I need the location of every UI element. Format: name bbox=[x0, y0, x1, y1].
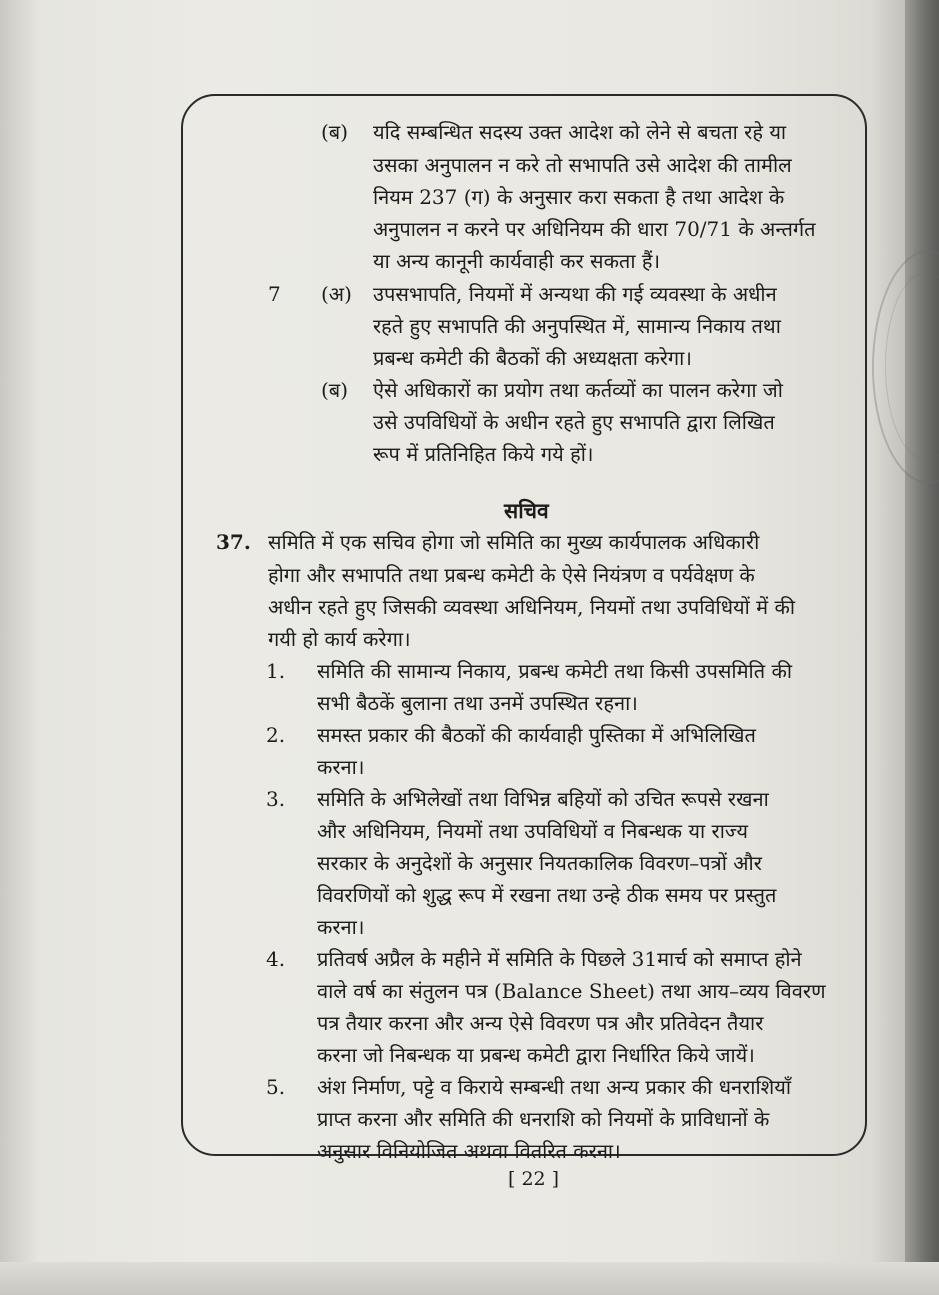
item-line: और अधिनियम, नियमों तथा उपविधियों व निबन्धक या राज्य bbox=[317, 819, 748, 843]
section-heading: सचिव bbox=[504, 498, 549, 523]
item-number: 5. bbox=[266, 1075, 286, 1099]
rule-7a-marker: (अ) bbox=[321, 282, 352, 306]
section-37-line: समिति में एक सचिव होगा जो समिति का मुख्य कार्यपालक अधिकारी bbox=[268, 530, 760, 554]
rule-7-number: 7 bbox=[268, 282, 281, 306]
rule-b-line: उसका अनुपालन न करे तो सभापति उसे आदेश की तामील bbox=[373, 153, 792, 177]
rule-7b-line: ऐसे अधिकारों का प्रयोग तथा कर्तव्यों का पालन करेगा जो bbox=[373, 378, 783, 402]
section-37-number: 37. bbox=[216, 530, 251, 554]
section-37-line: अधीन रहते हुए जिसकी व्यवस्था अधिनियम, नियमों तथा उपविधियों में की bbox=[268, 595, 796, 619]
rule-7a-line: रहते हुए सभापति की अनुपस्थित में, सामान्य निकाय तथा bbox=[373, 314, 781, 338]
item-line: समिति के अभिलेखों तथा विभिन्न बहियों को उचित रूपसे रखना bbox=[317, 787, 769, 811]
item-line: समिति की सामान्य निकाय, प्रबन्ध कमेटी तथा किसी उपसमिति की bbox=[317, 659, 793, 683]
item-line: करना। bbox=[317, 755, 365, 779]
rule-7a-line: उपसभापति, नियमों में अन्यथा की गई व्यवस्था के अधीन bbox=[373, 282, 777, 306]
rule-7b-line: रूप में प्रतिनिहित किये गये हों। bbox=[373, 442, 594, 466]
page-bottom-edge bbox=[0, 1262, 939, 1295]
item-line: करना। bbox=[317, 915, 365, 939]
rule-b-line: अनुपालन न करने पर अधिनियम की धारा 70/71 के अन्तर्गत bbox=[373, 217, 816, 241]
rule-b-line: यदि सम्बन्धित सदस्य उक्त आदेश को लेने से बचता रहे या bbox=[373, 120, 787, 144]
item-line: प्राप्त करना और समिति की धनराशि को नियमों के प्राविधानों के bbox=[317, 1107, 770, 1131]
rule-7b-marker: (ब) bbox=[321, 378, 349, 402]
item-number: 4. bbox=[266, 947, 286, 971]
section-37-line: गयी हो कार्य करेगा। bbox=[268, 627, 411, 651]
rule-b-line: नियम 237 (ग) के अनुसार करा सकता है तथा आदेश के bbox=[373, 185, 785, 209]
item-line: अनुसार विनियोजित अथवा वितरित करना। bbox=[317, 1139, 621, 1163]
page-number: [ 22 ] bbox=[508, 1168, 560, 1190]
item-number: 3. bbox=[266, 787, 286, 811]
item-line: सभी बैठकें बुलाना तथा उनमें उपस्थित रहना। bbox=[317, 691, 638, 715]
item-line: समस्त प्रकार की बैठकों की कार्यवाही पुस्तिका में अभिलिखित bbox=[317, 723, 756, 747]
rule-7a-line: प्रबन्ध कमेटी की बैठकों की अध्यक्षता करेगा। bbox=[373, 346, 692, 370]
item-line: प्रतिवर्ष अप्रैल के महीने में समिति के पिछले 31मार्च को समाप्त होने bbox=[317, 947, 802, 971]
item-number: 2. bbox=[266, 723, 286, 747]
section-37-line: होगा और सभापति तथा प्रबन्ध कमेटी के ऐसे नियंत्रण व पर्यवेक्षण के bbox=[268, 563, 755, 587]
item-number: 1. bbox=[266, 659, 286, 683]
item-line: सरकार के अनुदेशों के अनुसार नियतकालिक विवरण–पत्रों और bbox=[317, 851, 762, 875]
item-line: वाले वर्ष का संतुलन पत्र (Balance Sheet) तथा आय–व्यय विवरण bbox=[317, 979, 826, 1003]
item-line: पत्र तैयार करना और अन्य ऐसे विवरण पत्र और प्रतिवेदन तैयार bbox=[317, 1011, 764, 1035]
item-line: विवरणियों को शुद्ध रूप में रखना तथा उन्हे ठीक समय पर प्रस्तुत bbox=[317, 883, 777, 907]
rule-7b-line: उसे उपविधियों के अधीन रहते हुए सभापति द्वारा लिखित bbox=[373, 410, 775, 434]
item-line: अंश निर्माण, पट्टे व किराये सम्बन्धी तथा अन्य प्रकार की धनराशियाँ bbox=[317, 1075, 792, 1099]
page-edge-shadow bbox=[905, 0, 939, 1295]
rule-b-marker: (ब) bbox=[321, 120, 349, 144]
item-line: करना जो निबन्धक या प्रबन्ध कमेटी द्वारा निर्धारित किये जायें। bbox=[317, 1043, 755, 1067]
rule-b-line: या अन्य कानूनी कार्यवाही कर सकता हैं। bbox=[373, 249, 661, 273]
